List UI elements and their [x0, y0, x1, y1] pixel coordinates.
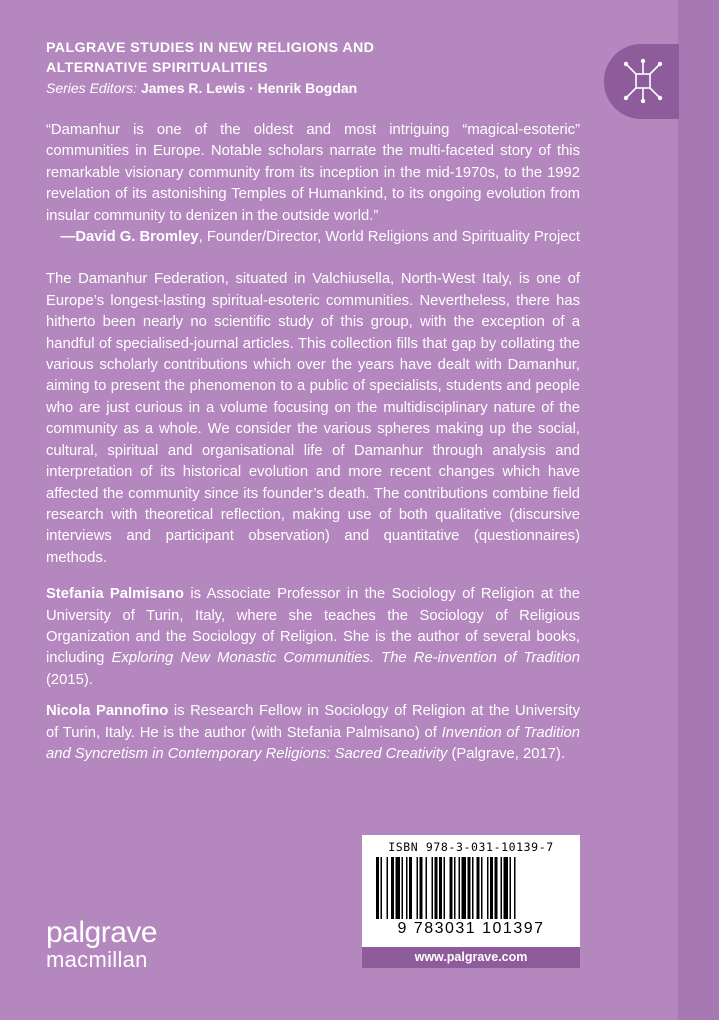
barcode-bar	[396, 857, 401, 919]
barcode-bar	[504, 857, 509, 919]
barcode-bar	[510, 857, 512, 919]
barcode-bar	[439, 857, 442, 919]
barcode-bar	[417, 857, 419, 919]
barcode-bar	[501, 857, 503, 919]
barcode-bar	[472, 857, 474, 919]
author-1-name: Stefania Palmisano	[46, 586, 184, 603]
barcode-bar	[477, 857, 480, 919]
barcode-bar	[481, 857, 483, 919]
author-2-tail: (Palgrave, 2017).	[447, 745, 565, 762]
isbn-barcode-box	[362, 835, 580, 947]
series-editors-names: James R. Lewis · Henrik Bogdan	[140, 80, 358, 96]
barcode-bar	[420, 857, 423, 919]
barcode-bar	[432, 857, 434, 919]
barcode-bar	[462, 857, 467, 919]
palgrave-network-icon	[620, 58, 666, 104]
barcode-bar	[381, 857, 383, 919]
barcode-bar	[468, 857, 471, 919]
publisher-name-line2: macmillan	[46, 947, 148, 972]
endorsement-quote: “Damanhur is one of the oldest and most intriguing “magical-esoteric” communities in Europe. Notable scholars narrate the multi-faceted story of this remarkable visionary community from its inception in the mid-1970s, to the 1992 revelation of its astonishing Temples of Humankind, to its ongoing evolution from insular community to denizen in the outside world.”	[46, 122, 580, 224]
spine-strip	[678, 0, 719, 1020]
barcode-bar	[490, 857, 493, 919]
back-cover-text	[46, 120, 580, 765]
barcode-bar	[495, 857, 498, 919]
series-title-line1: PALGRAVE STUDIES IN NEW RELIGIONS AND	[46, 40, 375, 56]
barcode-bar	[426, 857, 428, 919]
barcode-bar	[459, 857, 461, 919]
barcode-bar	[514, 857, 516, 919]
author-2-text: is Research Fellow in Sociology of Religion at the University of Turin, Italy. He is the author (with Stefania Palmisano) of	[46, 703, 580, 741]
publisher-name-line1: palgrave	[46, 916, 158, 949]
barcode-bar	[376, 857, 379, 919]
author-2-book: Invention of Tradition and Syncretism in Contemporary Religions: Sacred Creativity	[46, 724, 580, 762]
barcode-bar	[450, 857, 453, 919]
barcode-bar	[409, 857, 412, 919]
series-title-line2: ALTERNATIVE SPIRITUALITIES	[46, 60, 268, 76]
barcode-bar	[387, 857, 389, 919]
endorser-affiliation: , Founder/Director, World Religions and Spirituality Project	[198, 229, 580, 246]
barcode-bar	[444, 857, 446, 919]
book-description: The Damanhur Federation, situated in Valchiusella, North-West Italy, is one of Europe’s longest-lasting spiritual-esoteric communities. Nevertheless, there has hitherto been nearly no scientific study of this group, with the exception of a handful of specialised-journal articles. This collection fills that gap by collating the various scholarly contributions which over the years have dealt with Damanhur, aiming to present the phenomenon to a public of specialists, students and people who are just curious in a volume focusing on the multidisciplinary nature of the community as a whole. We consider the various spheres making up the social, cultural, spiritual and organisational life of Damanhur through analysis and interpretation of its historical evolution and more recent changes which have affected the community since its founder’s death. The contributions combine field research with theoretical reflection, making use of both qualitative (discursive interviews and participant observation) and quantitative (questionnaires) methods.	[46, 271, 580, 566]
author-bio-2	[46, 701, 580, 765]
barcode-digits: 9 783031 101397	[397, 920, 545, 937]
publisher-url: www.palgrave.com	[362, 947, 580, 968]
endorser-name: —David G. Bromley	[60, 229, 199, 246]
series-editors-label: Series Editors:	[46, 80, 138, 96]
series-editors	[46, 78, 606, 98]
palgrave-logo-badge	[604, 44, 679, 119]
barcode-bar	[487, 857, 489, 919]
publisher-logo	[46, 918, 157, 972]
author-2-name: Nicola Pannofino	[46, 703, 169, 720]
barcode-bar	[454, 857, 456, 919]
barcode-bar	[435, 857, 438, 919]
barcode-bar	[391, 857, 394, 919]
barcode-bar	[406, 857, 408, 919]
series-header	[46, 38, 606, 98]
endorsement-attribution	[46, 227, 580, 248]
barcode-bar	[402, 857, 404, 919]
author-1-book: Exploring New Monastic Communities. The Re-invention of Tradition	[111, 650, 580, 667]
barcode-graphic	[376, 857, 566, 923]
author-1-text: is Associate Professor in the Sociology of Religion at the University of Turin, Italy, where she teaches the Sociology of Religious Organization and the Sociology of Religion. She is the author of several books, including	[46, 586, 580, 667]
author-1-tail: (2015).	[46, 671, 93, 688]
isbn-label: ISBN 978-3-031-10139-7	[388, 840, 554, 854]
author-bio-1	[46, 584, 580, 691]
